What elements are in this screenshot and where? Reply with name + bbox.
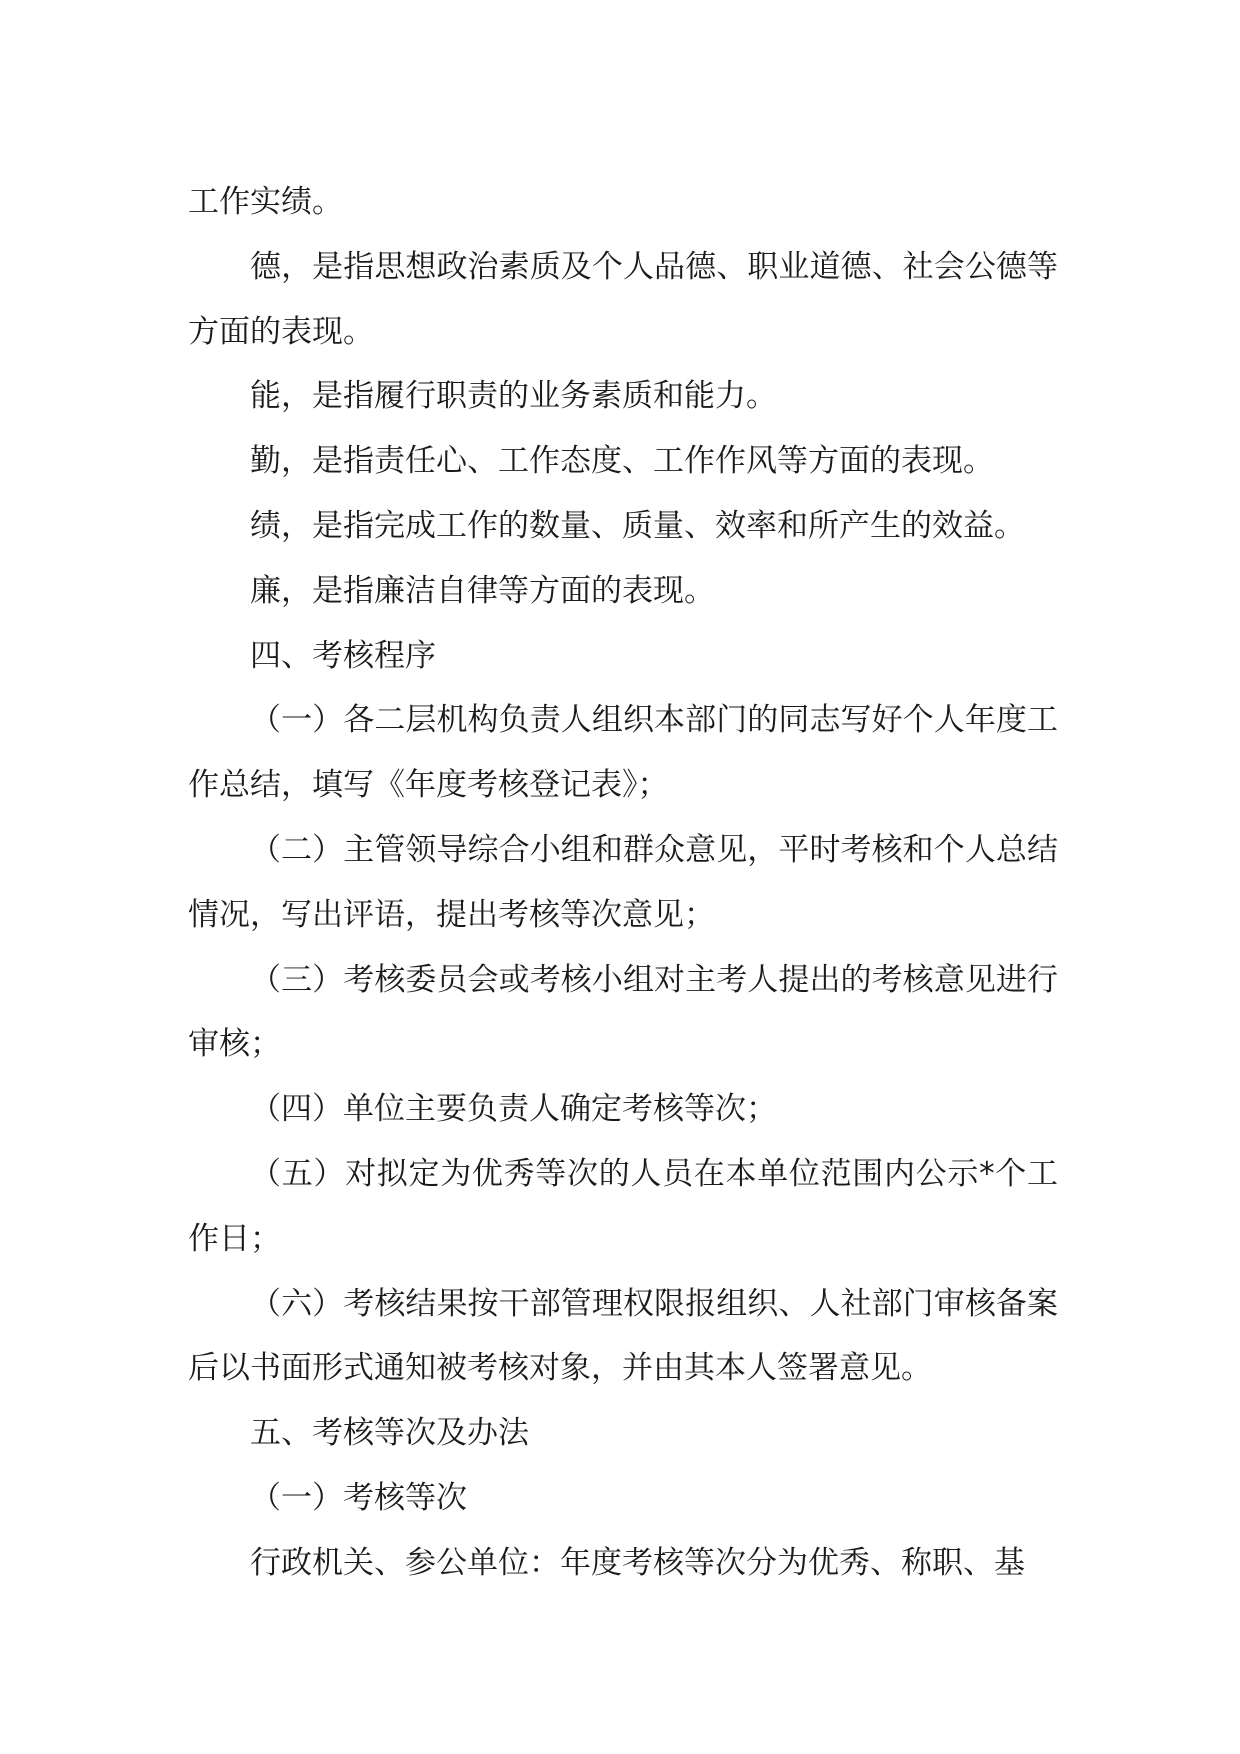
paragraph-admin-grades: 行政机关、参公单位：年度考核等次分为优秀、称职、基 bbox=[250, 1544, 1025, 1581]
paragraph-qin: 勤，是指责任心、工作态度、工作作风等方面的表现。 bbox=[250, 443, 994, 480]
procedure-step-6: （六）考核结果按干部管理权限报组织、人社部门审核备案后以书面形式通知被考核对象，并由其本人签署意见。 bbox=[188, 1285, 1058, 1387]
paragraph-lian: 廉，是指廉洁自律等方面的表现。 bbox=[250, 572, 715, 609]
procedure-step-2: （二）主管领导综合小组和群众意见，平时考核和个人总结情况，写出评语，提出考核等次意见； bbox=[188, 831, 1058, 933]
procedure-step-3: （三）考核委员会或考核小组对主考人提出的考核意见进行审核； bbox=[188, 961, 1058, 1063]
document-body bbox=[188, 170, 1058, 1596]
procedure-step-1: （一）各二层机构负责人组织本部门的同志写好个人年度工作总结，填写《年度考核登记表》； bbox=[188, 702, 1058, 804]
section-heading-procedure: 四、考核程序 bbox=[250, 637, 436, 674]
procedure-step-5: （五）对拟定为优秀等次的人员在本单位范围内公示*个工作日； bbox=[188, 1155, 1058, 1257]
paragraph-ji: 绩，是指完成工作的数量、质量、效率和所产生的效益。 bbox=[250, 507, 1025, 544]
subsection-heading-grades: （一）考核等次 bbox=[250, 1479, 467, 1516]
paragraph-de: 德，是指思想政治素质及个人品德、职业道德、社会公德等方面的表现。 bbox=[188, 248, 1058, 350]
section-heading-grades: 五、考核等次及办法 bbox=[250, 1415, 529, 1452]
paragraph-neng: 能，是指履行职责的业务素质和能力。 bbox=[250, 378, 777, 415]
procedure-step-4: （四）单位主要负责人确定考核等次； bbox=[250, 1091, 777, 1128]
paragraph-continuation: 工作实绩。 bbox=[188, 184, 343, 220]
